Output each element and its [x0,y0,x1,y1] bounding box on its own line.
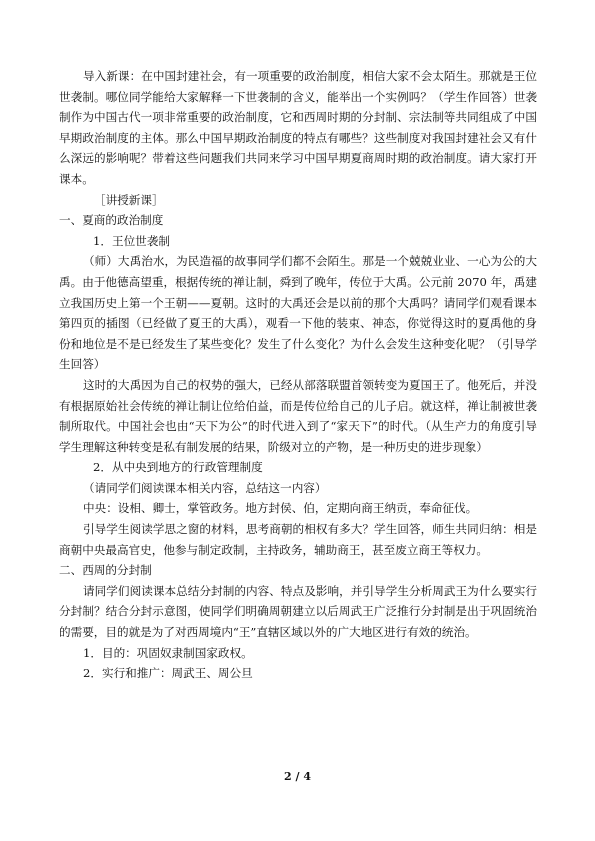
paragraph-dayu: （师）大禹治水，为民造福的故事同学们都不会陌生。那是一个兢兢业业、一心为公的大禹。由于他德高望重，根据传统的禅让制，舜到了晚年，传位于大禹。公元前 2070 年，禹建立我国历史上第一个王朝——夏朝。这时的大禹还会是以前的那个大禹吗？请同学们观看课本第四页的插图（已经做了夏王的大禹），观看一下他的装束、神态，你觉得这时的夏禹他的身份和地位是不是已经发生了某些变化？发生了什么变化？为什么会发生这种变化呢？（引导学生回答） [59,254,537,372]
heading-1: 一、夏商的政治制度 [59,213,164,228]
subheading-2: 2．从中央到地方的行政管理制度 [93,460,263,475]
page-number: 2 / 4 [284,770,311,783]
document-body [59,66,537,684]
paragraph-central: 中央：设相、卿士，掌管政务。地方封侯、伯，定期向商王纳贡，奉命征伐。 [83,501,478,516]
list-item-implementation: 2．实行和推广：周武王、周公旦 [83,666,253,681]
paragraph-feudal: 请同学们阅读课本总结分封制的内容、特点及影响，并引导学生分析周武王为什么要实行分封制？结合分封示意图，使同学们明确周朝建立以后周武王广泛推行分封制是出于巩固统治的需要，目的就是为了对西周境内“王”直辖区域以外的广大地区进行有效的统治。 [59,583,537,640]
intro-paragraph: 导入新课：在中国封建社会，有一项重要的政治制度，相信大家不会太陌生。那就是王位世袭制。哪位同学能给大家解释一下世袭制的含义，能举出一个实例吗？（学生作回答）世袭制作为中国古代一项非常重要的政治制度，它和西周时期的分封制、宗法制等共同组成了中国早期政治制度的主体。那么中国早期政治制度的特点有哪些？这些制度对我国封建社会又有什么深远的影响呢？带着这些问题我们共同来学习中国早期夏商周时期的政治制度。请大家打开课本。 [59,69,537,186]
subheading-1: 1．王位世袭制 [93,233,170,248]
paragraph-hereditary: 这时的大禹因为自己的权势的强大，已经从部落联盟首领转变为夏国王了。他死后，并没有根据原始社会传统的禅让制让位给伯益，而是传位给自己的儿子启。就这样，禅让制被世袭制所取代。中国社会也由“天下为公”的时代进入到了“家天下”的时代。（从生产力的角度引导学生理解这种转变是私有制发展的结果，阶级对立的产物，是一种历史的进步现象） [59,377,537,454]
paragraph-chancellor: 引导学生阅读学思之窗的材料，思考商朝的相权有多大？学生回答，师生共同归纳：相是商朝中央最高官史，他参与制定政制，主持政务，辅助商王，甚至废立商王等权力。 [59,522,537,557]
heading-2: 二、西周的分封制 [59,563,152,578]
reading-instruction: （请同学们阅读课本相关内容，总结这一内容） [83,480,327,495]
list-item-purpose: 1．目的：巩固奴隶制国家政权。 [83,645,253,660]
section-marker: ［讲授新课］ [94,192,164,207]
